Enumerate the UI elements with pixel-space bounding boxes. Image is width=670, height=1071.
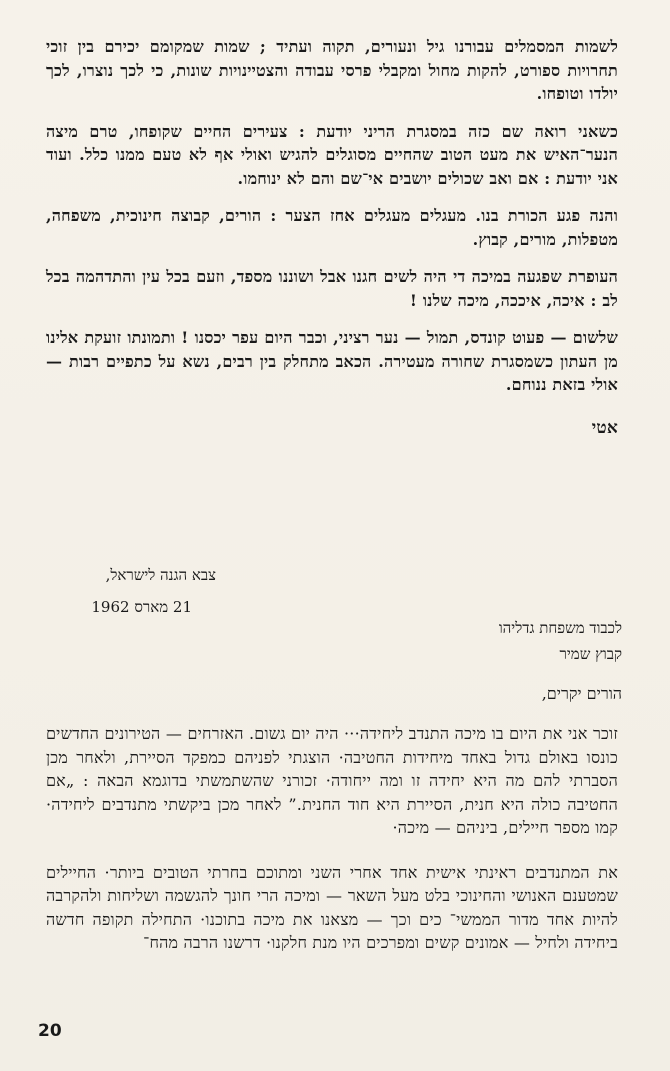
letter-salutation: הורים יקרים, bbox=[541, 684, 622, 703]
article-text bbox=[46, 35, 618, 440]
letter-addressee-name: לכבוד משפחת גדליהו bbox=[498, 619, 622, 637]
article-paragraph-4: העופרת שפגעה במיכה די היה לשים חגנו אבל ושוננו מספד, וזעם בכל עין והתדהמה בכל לב : איכה, איככה, מיכה שלנו ! bbox=[46, 267, 618, 310]
page-number: 20 bbox=[38, 1021, 62, 1041]
article-paragraph-2: כשאני רואה שם כזה במסגרת הריני יודעת : צעירים החיים שקופחו, טרם מיצה הנער־האיש את מעט הטוב שהחיים מסוגלים להגיש ואולי אף לא טעם ממנו כלל. ועוד אני יודעת : אם ואב שכולים יושבים אי־שם והם לא ינוחמו. bbox=[46, 121, 618, 188]
article-signature: אטי bbox=[591, 417, 618, 438]
article-paragraph-1: לשמות המסמלים עבורנו גיל ונעורים, תקוה ועתיד ; שמות שמקומם יכירם בין זוכי תחרויות ספורט, להקות מחול ומקבלי פרסי עבודה והצטיינויות שונות, כי לכך נוצרו, לכך יולדו וטופחו. bbox=[46, 37, 618, 103]
letter-date: 21 מארס 1962 bbox=[91, 598, 192, 616]
article-paragraph-5: שלשום — פעוט קונדס, תמול — נער רציני, וכבר היום עפר יכסנו ! ותמונתו זועקת אלינו מן העתון כשמסגרת שחורה מעטירה. הכאב מתחלק בין רבים, נשא על כתפיים רבות — אולי בזאת ננוחם. bbox=[46, 328, 618, 394]
letter-organization: צבא הגנה לישראל, bbox=[105, 566, 216, 584]
article-paragraph-3: והנה פגע הכורת בנו. מעגלים מעגלים אחז הצער : הורים, קבוצה חינוכית, משפחה, מטפלות, מורים, קבוץ. bbox=[46, 206, 618, 249]
letter-body bbox=[46, 722, 618, 955]
letter-paragraph-1: זוכר אני את היום בו מיכה התנדב ליחידה··· היה יום גשום. האזרחים — הטירונים החדשים כונסו באולם גדול באחד מיחידות החטיבה· הוצגתי לפניהם כמפקד הסיירת, ולאחר מכן הסברתי להם מה היא יחידה זו ומה ייחודה· זכורני שהשתמשתי בדוגמא הבאה : „אם החטיבה כולה היא חנית, הסיירת היא חוד החנית.” לאחר מכן ביקשתי מתנדבים ליחידה· קמו מספר חיילים, ביניהם — מיכה· bbox=[46, 724, 618, 837]
letter-addressee-place: קבוץ שמיר bbox=[559, 645, 622, 663]
letter-paragraph-2: את המתנדבים ראינתי אישית אחד אחרי השני ומתוכם בחרתי הטובים ביותר· החיילים שמטענם האנושי והחינוכי בלט מעל השאר — ומיכה הרי חונך להגשמה ושליחות ולהקרבה להיות אחד מדור הממשי־ כים וכך — מצאנו את מיכה בתוכנו· התחילה תקופה חדשה ביחידה ולחיל — אמונים קשים ומפרכים היו מנת חלקנו· דרשנו הרבה מהח־ bbox=[46, 862, 618, 952]
